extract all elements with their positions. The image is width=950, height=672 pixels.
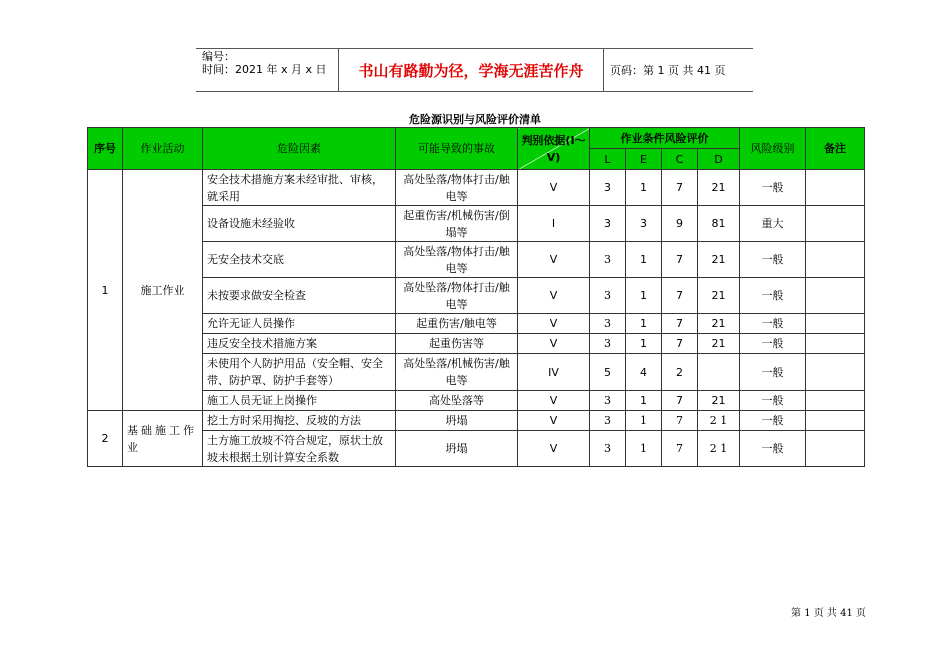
C-cell: 7 xyxy=(662,170,698,206)
group-activity: 基础施工作业 xyxy=(123,411,203,467)
accident-cell: 起重伤害等 xyxy=(396,334,518,354)
col-D: D xyxy=(698,149,740,170)
table-row xyxy=(88,391,865,411)
basis-cell: V xyxy=(518,391,590,411)
table-row xyxy=(88,314,865,334)
table-title: 危险源识别与风险评价清单 xyxy=(409,113,541,126)
E-cell: 1 xyxy=(626,391,662,411)
E-cell: 1 xyxy=(626,170,662,206)
hazard-cell: 土方施工放坡不符合规定，原状土放坡未根据土别计算安全系数 xyxy=(203,431,396,467)
table-row xyxy=(88,334,865,354)
col-E: E xyxy=(626,149,662,170)
accident-cell: 高处坠落/物体打击/触电等 xyxy=(396,170,518,206)
hazard-cell: 施工人员无证上岗操作 xyxy=(203,391,396,411)
E-cell: 1 xyxy=(626,314,662,334)
accident-cell: 起重伤害/机械伤害/倒塌等 xyxy=(396,206,518,242)
note-cell xyxy=(806,334,865,354)
accident-cell: 坍塌 xyxy=(396,411,518,431)
C-cell: 9 xyxy=(662,206,698,242)
basis-cell: IV xyxy=(518,354,590,391)
C-cell: 7 xyxy=(662,431,698,467)
basis-cell: V xyxy=(518,431,590,467)
D-cell: 21 xyxy=(698,334,740,354)
level-cell: 一般 xyxy=(740,391,806,411)
hazard-cell: 未使用个人防护用品（安全帽、安全带、防护罩、防护手套等） xyxy=(203,354,396,391)
L-cell: 3 xyxy=(590,411,626,431)
header-page-cell xyxy=(604,49,759,91)
C-cell: 7 xyxy=(662,334,698,354)
header-row xyxy=(88,128,865,149)
E-cell: 4 xyxy=(626,354,662,391)
hazard-cell: 安全技术措施方案未经审批、审核，就采用 xyxy=(203,170,396,206)
accident-cell: 坍塌 xyxy=(396,431,518,467)
basis-cell: V xyxy=(518,278,590,314)
E-cell: 3 xyxy=(626,206,662,242)
note-cell xyxy=(806,354,865,391)
level-cell: 一般 xyxy=(740,242,806,278)
document-header xyxy=(196,48,753,92)
C-cell: 7 xyxy=(662,314,698,334)
hazard-cell: 允许无证人员操作 xyxy=(203,314,396,334)
hazard-cell: 无安全技术交底 xyxy=(203,242,396,278)
accident-cell: 高处坠落/物体打击/触电等 xyxy=(396,242,518,278)
C-cell: 7 xyxy=(662,242,698,278)
L-cell: 3 xyxy=(590,431,626,467)
D-cell: 81 xyxy=(698,206,740,242)
col-seq: 序号 xyxy=(88,128,123,170)
document-date: 时间：2021 年 x 月 x 日 xyxy=(202,63,327,76)
hazard-cell: 设备设施未经验收 xyxy=(203,206,396,242)
D-cell: 21 xyxy=(698,170,740,206)
C-cell: 7 xyxy=(662,391,698,411)
L-cell: 5 xyxy=(590,354,626,391)
page-footer: 第 1 页 共 41 页 xyxy=(791,608,866,619)
accident-cell: 高处坠落等 xyxy=(396,391,518,411)
col-activity: 作业活动 xyxy=(123,128,203,170)
risk-table xyxy=(87,127,865,467)
col-basis: 判别依据(I～V) xyxy=(518,128,590,170)
level-cell: 一般 xyxy=(740,170,806,206)
note-cell xyxy=(806,314,865,334)
group-seq: 2 xyxy=(88,411,123,467)
group-seq: 1 xyxy=(88,170,123,411)
col-note: 备注 xyxy=(806,128,865,170)
col-accident: 可能导致的事故 xyxy=(396,128,518,170)
L-cell: 3 xyxy=(590,278,626,314)
col-C: C xyxy=(662,149,698,170)
level-cell: 一般 xyxy=(740,314,806,334)
group-activity: 施工作业 xyxy=(123,170,203,411)
level-cell: 一般 xyxy=(740,354,806,391)
accident-cell: 起重伤害/触电等 xyxy=(396,314,518,334)
D-cell: 21 xyxy=(698,391,740,411)
D-cell: 21 xyxy=(698,242,740,278)
basis-cell: V xyxy=(518,242,590,278)
table-row xyxy=(88,242,865,278)
D-cell: 21 xyxy=(698,278,740,314)
basis-cell: V xyxy=(518,170,590,206)
motto-text: 书山有路勤为径，学海无涯苦作舟 xyxy=(358,61,584,80)
page-info: 页码：第 1 页 共 41 页 xyxy=(610,63,726,77)
note-cell xyxy=(806,242,865,278)
table-row xyxy=(88,170,865,206)
level-cell: 一般 xyxy=(740,431,806,467)
table-row xyxy=(88,431,865,467)
D-cell xyxy=(698,354,740,391)
basis-cell: V xyxy=(518,314,590,334)
level-cell: 一般 xyxy=(740,334,806,354)
note-cell xyxy=(806,391,865,411)
E-cell: 1 xyxy=(626,411,662,431)
col-L: L xyxy=(590,149,626,170)
E-cell: 1 xyxy=(626,278,662,314)
header-motto-cell xyxy=(339,49,604,91)
col-assessment: 作业条件风险评价 xyxy=(590,128,740,149)
table-row xyxy=(88,278,865,314)
col-level: 风险级别 xyxy=(740,128,806,170)
D-cell: 2 1 xyxy=(698,411,740,431)
note-cell xyxy=(806,411,865,431)
accident-cell: 高处坠落/物体打击/触电等 xyxy=(396,278,518,314)
C-cell: 7 xyxy=(662,278,698,314)
note-cell xyxy=(806,170,865,206)
L-cell: 3 xyxy=(590,334,626,354)
E-cell: 1 xyxy=(626,334,662,354)
E-cell: 1 xyxy=(626,242,662,278)
basis-cell: I xyxy=(518,206,590,242)
col-hazard: 危险因素 xyxy=(203,128,396,170)
C-cell: 2 xyxy=(662,354,698,391)
hazard-cell: 违反安全技术措施方案 xyxy=(203,334,396,354)
L-cell: 3 xyxy=(590,170,626,206)
L-cell: 3 xyxy=(590,242,626,278)
table-row xyxy=(88,411,865,431)
level-cell: 一般 xyxy=(740,278,806,314)
document-number-label: 编号： xyxy=(202,50,235,63)
C-cell: 7 xyxy=(662,411,698,431)
note-cell xyxy=(806,278,865,314)
hazard-cell: 挖土方时采用掏挖、反坡的方法 xyxy=(203,411,396,431)
level-cell: 一般 xyxy=(740,411,806,431)
L-cell: 3 xyxy=(590,391,626,411)
E-cell: 1 xyxy=(626,431,662,467)
note-cell xyxy=(806,431,865,467)
hazard-cell: 未按要求做安全检查 xyxy=(203,278,396,314)
D-cell: 21 xyxy=(698,314,740,334)
header-meta xyxy=(196,49,339,91)
note-cell xyxy=(806,206,865,242)
L-cell: 3 xyxy=(590,314,626,334)
accident-cell: 高处坠落/机械伤害/触电等 xyxy=(396,354,518,391)
table-row xyxy=(88,206,865,242)
level-cell: 重大 xyxy=(740,206,806,242)
basis-cell: V xyxy=(518,334,590,354)
table-row xyxy=(88,354,865,391)
L-cell: 3 xyxy=(590,206,626,242)
basis-cell: V xyxy=(518,411,590,431)
D-cell: 2 1 xyxy=(698,431,740,467)
